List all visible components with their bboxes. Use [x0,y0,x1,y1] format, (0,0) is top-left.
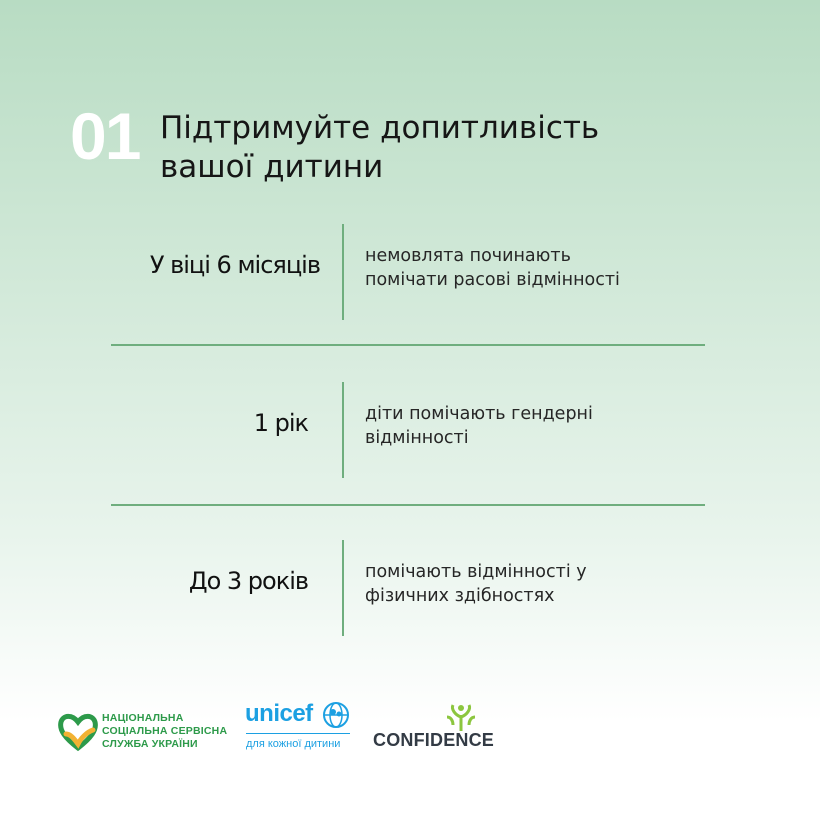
section-number: 01 [70,99,140,173]
page-title [160,109,720,187]
nssu-name-line-3: СЛУЖБА УКРАЇНИ [102,738,198,750]
description-line-1: помічають відмінності у [365,562,587,582]
milestone-description [365,402,685,450]
description-line-1: діти помічають гендерні [365,404,593,424]
unicef-logo [245,700,355,756]
milestone-age: 1 рік [253,409,308,437]
vertical-divider [342,382,344,478]
description-line-2: фізичних здібностях [365,586,555,606]
nssu-name-line-2: СОЦІАЛЬНА СЕРВІСНА [102,725,228,737]
unicef-divider [246,733,350,734]
vertical-divider [342,224,344,320]
confidence-wordmark: CONFIDENCE [373,730,495,750]
nssu-logo [57,708,237,756]
horizontal-divider [111,504,705,506]
milestone-row-6-months [0,224,820,324]
unicef-wordmark: unicef [245,700,313,727]
milestone-age: У віці 6 місяців [149,251,320,279]
description-line-2: відмінності [365,428,469,448]
confidence-logo [373,703,518,753]
milestone-description [365,244,685,292]
vertical-divider [342,540,344,636]
milestone-description [365,560,685,608]
nssu-name [102,712,227,751]
heart-hand-icon [57,710,99,752]
milestone-row-1-year [0,382,820,482]
nssu-name-line-1: НАЦІОНАЛЬНА [102,712,184,724]
description-line-1: немовлята починають [365,246,571,266]
sprout-icon [443,703,479,731]
milestone-row-3-years [0,540,820,640]
horizontal-divider [111,344,705,346]
unicef-globe-icon [322,701,350,729]
milestone-age: До 3 років [188,567,308,595]
unicef-tagline: для кожної дитини [246,738,341,750]
title-line-2: вашої дитини [160,149,384,185]
title-line-1: Підтримуйте допитливість [160,110,600,146]
description-line-2: помічати расові відмінності [365,270,620,290]
